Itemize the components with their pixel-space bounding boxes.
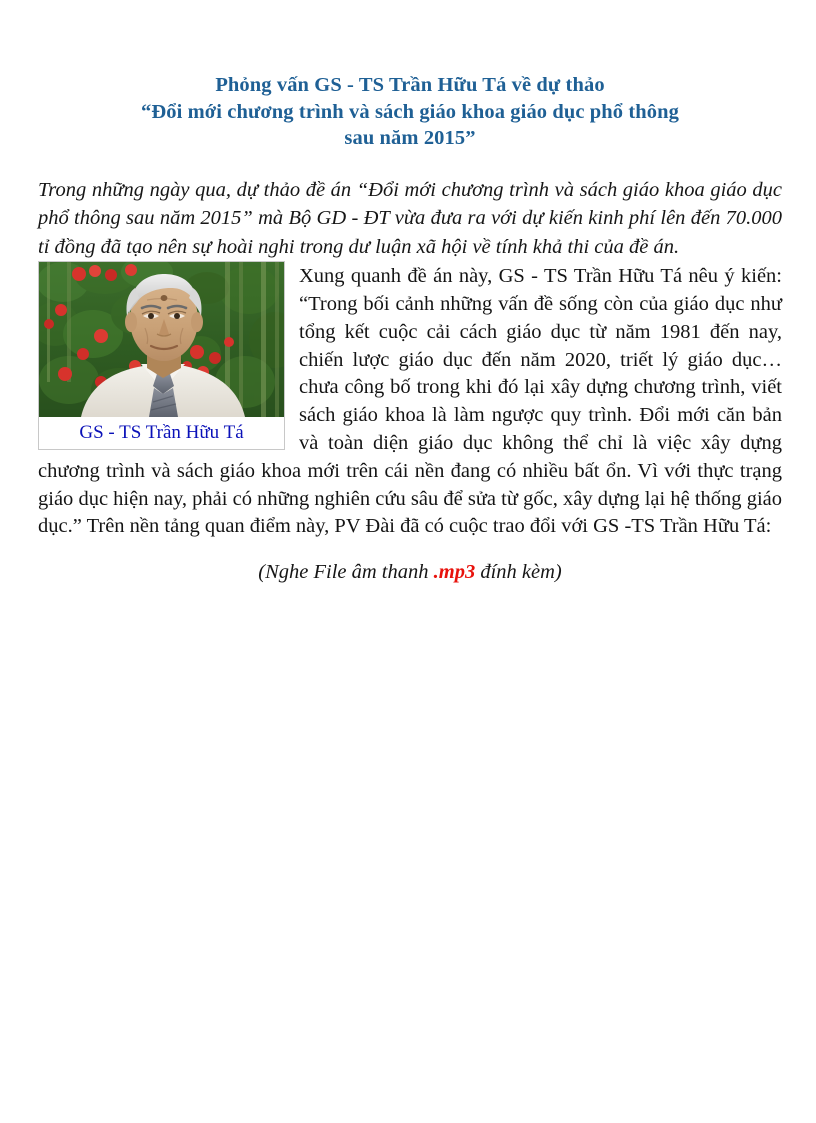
attachment-note-prefix: (Nghe File âm thanh xyxy=(258,561,434,584)
attachment-file-type: .mp3 xyxy=(433,561,476,584)
figure-caption: GS - TS Trần Hữu Tá xyxy=(39,417,284,449)
photo-frame xyxy=(39,262,284,417)
page-title-line-1: Phỏng vấn GS - TS Trần Hữu Tá về dự thảo xyxy=(215,74,605,96)
attachment-note xyxy=(38,561,782,584)
article-body-block xyxy=(38,261,782,541)
article-body-paragraph: Xung quanh đề án này, GS - TS Trần Hữu Tá nêu ý kiến: “Trong bối cảnh những vấn đề sống còn của giáo dục như tổng kết cuộc cải cách giáo dục từ năm 1981 đến nay, chiến lược giáo dục đến năm 2020, triết lý giáo dục… chưa công bố trong khi đó lại xây dựng chương trình, viết sách giáo khoa là làm ngược quy trình. Đổi mới căn bản và toàn diện giáo dục không thể chỉ là việc xây dựng chương trình và sách giáo khoa mới trên cái nền đang có nhiều bất ổn. Vì với thực trạng giáo dục hiện nay, phải có những nghiên cứu sâu để sửa từ gốc, xây dựng lại hệ thống giáo dục.” Trên nền tảng quan điểm này, PV Đài đã có cuộc trao đổi với GS -TS Trần Hữu Tá: xyxy=(38,265,782,538)
page-title-line-3: sau năm 2015” xyxy=(344,127,476,150)
page-title-line-2: “Đổi mới chương trình và sách giáo khoa giáo dục phổ thông xyxy=(140,100,680,123)
attachment-note-suffix: đính kèm) xyxy=(475,561,562,584)
photo-of-professor-tran-huu-ta xyxy=(39,262,284,417)
figure-professor-photo xyxy=(38,261,285,450)
lead-paragraph: Trong những ngày qua, dự thảo đề án “Đổi mới chương trình và sách giáo khoa giáo dục phổ thông sau năm 2015” mà Bộ GD - ĐT vừa đưa ra với dự kiến kinh phí lên đến 70.000 tỉ đồng đã tạo nên sự hoài nghi trong dư luận xã hội về tính khả thi của đề án. xyxy=(38,178,782,258)
document-content xyxy=(38,0,782,584)
page-title xyxy=(38,72,782,152)
